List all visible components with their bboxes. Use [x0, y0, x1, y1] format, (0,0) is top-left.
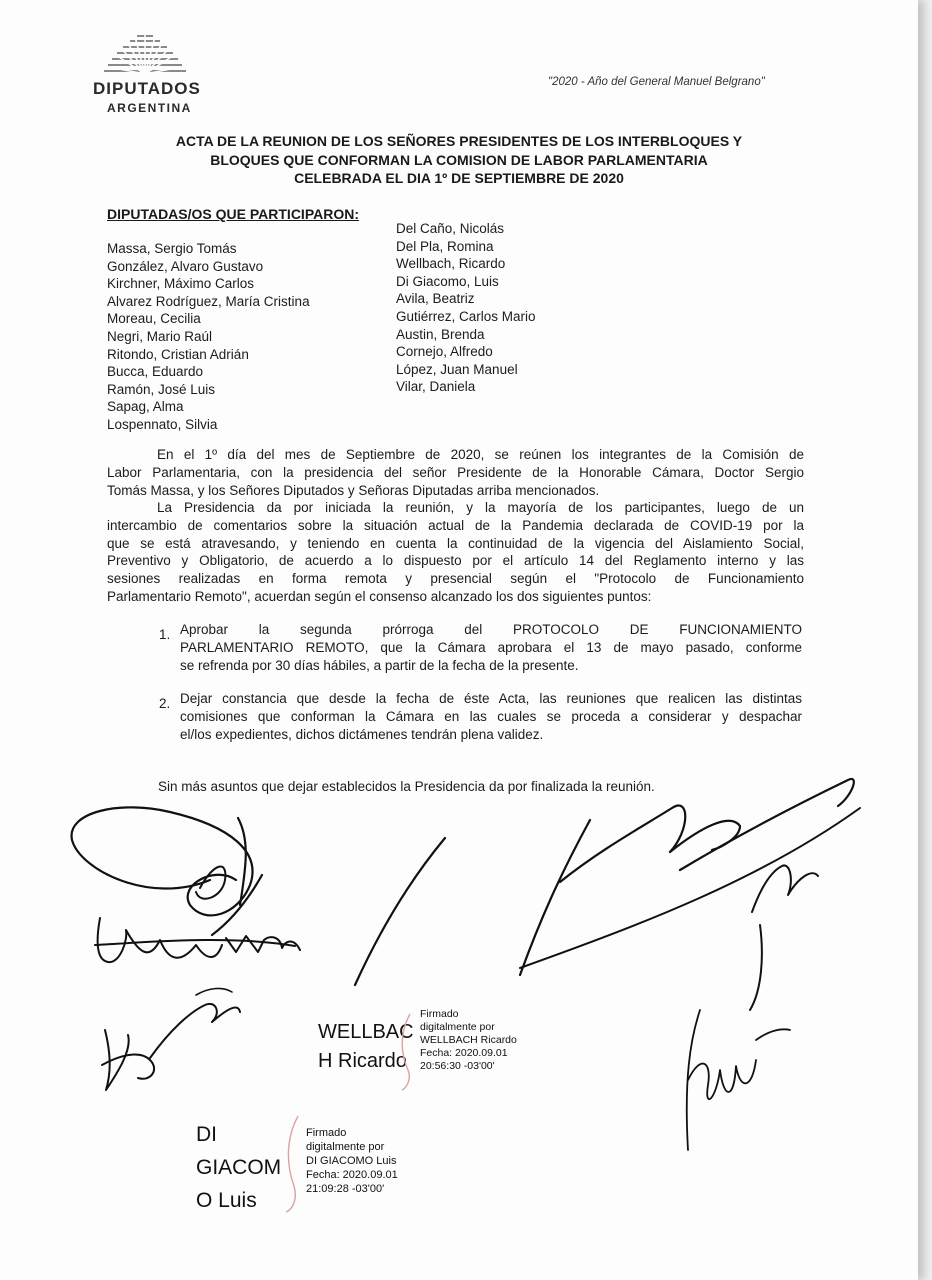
stamp-info-line: Firmado [420, 1008, 459, 1020]
title-line-2: BLOQUES QUE CONFORMAN LA COMISION DE LABOR PARLAMENTARIA [210, 152, 708, 168]
stamp-name-line: O Luis [196, 1189, 257, 1212]
signature-stroke [150, 1004, 240, 1058]
list-number: 1. [159, 627, 171, 642]
signature-stroke [95, 940, 295, 946]
stamp-info-line: DI GIACOMO Luis [306, 1155, 397, 1167]
participant-name: Bucca, Eduardo [107, 364, 204, 380]
participant-name: Del Caño, Nicolás [396, 221, 505, 236]
participant-name: Moreau, Cecilia [107, 311, 201, 327]
list-item-1 [180, 621, 802, 674]
signature-stroke [560, 806, 740, 882]
signature-stroke [750, 925, 762, 1010]
list-item-line: se refrenda por 30 días hábiles, a partir de la fecha de la presente. [180, 657, 579, 673]
stamp-info-line: Fecha: 2020.09.01 [306, 1169, 398, 1181]
stamp-info-line: digitalmente por [306, 1141, 385, 1153]
participant-name: Massa, Sergio Tomás [107, 241, 237, 256]
stamp-name-line: WELLBAC [318, 1021, 414, 1043]
signature-stroke [102, 1055, 154, 1079]
participant-name: Wellbach, Ricardo [396, 256, 506, 272]
participant-name: Di Giacomo, Luis [396, 273, 499, 289]
signature-stroke [212, 875, 262, 935]
participant-name: Kirchner, Máximo Carlos [107, 276, 255, 292]
title-line-3: CELEBRADA EL DIA 1º DE SEPTIEMBRE DE 2020 [294, 170, 624, 186]
paragraph-line: Preventivo y Obligatorio, de acuerdo a lo dispuesto por el artículo 14 del Reglamento interno y las [107, 553, 804, 569]
participant-name: González, Alvaro Gustavo [107, 258, 264, 274]
participant-name: López, Juan Manuel [396, 361, 518, 377]
signature-stroke [752, 865, 818, 912]
signature-stroke [756, 1029, 790, 1040]
signature-stroke [105, 1030, 129, 1090]
list-item-line: comisiones que conforman la Cámara en las cuales se proceda a considerar y despachar [180, 708, 802, 724]
signature-stroke [520, 820, 590, 975]
paragraph-line: sesiones realizadas en forma remota y presencial según el "Protocolo de Funcionamiento [107, 571, 804, 587]
paragraph-line: intercambio de comentarios sobre la situación actual de la Pandemia declarada de COVID-19 por la [107, 517, 804, 533]
stamp-info-line: 21:09:28 -03'00' [306, 1183, 385, 1195]
participant-name: Avila, Beatriz [396, 291, 475, 307]
list-item-2 [180, 690, 802, 743]
participant-name: Sapag, Alma [107, 399, 184, 415]
signature-stroke [520, 808, 860, 968]
motto: "2020 - Año del General Manuel Belgrano" [548, 76, 765, 88]
paragraph-line: Parlamentario Remoto", acuerdan según el consenso alcanzado los dos siguientes puntos: [107, 588, 652, 604]
paragraph-line: Labor Parlamentaria, con la presidencia del señor Presidente de la Honorable Cámara, Doctor Sergio [107, 464, 804, 480]
digital-signature-name-digiacomo [196, 1118, 281, 1217]
paragraph-opening [107, 446, 804, 499]
org-country: ARGENTINA [107, 101, 192, 115]
signature-stroke [687, 1010, 700, 1150]
participant-name: Ritondo, Cristian Adrián [107, 346, 249, 362]
signature-stroke [680, 779, 854, 870]
paragraph-line: que se está atravesando, y teniendo en cuenta la continuidad de la vigencia del Aislamiento Social, [107, 535, 804, 551]
digital-signature-info-digiacomo [306, 1126, 398, 1196]
paragraph-line: Tomás Massa, y los Señores Diputados y Señoras Diputadas arriba mencionados. [107, 482, 600, 498]
title-line-1: ACTA DE LA REUNION DE LOS SEÑORES PRESIDENTES DE LOS INTERBLOQUES Y [175, 133, 743, 149]
signature-stroke [196, 988, 232, 995]
participant-name: Del Pla, Romina [396, 238, 494, 254]
stamp-info-line: digitalmente por [420, 1021, 495, 1033]
list-item-line: el/los expedientes, dichos dictámenes tendrán plena validez. [180, 726, 544, 742]
participant-name: Ramón, José Luis [107, 381, 216, 397]
participant-name: Cornejo, Alfredo [396, 344, 493, 360]
stamp-info-line: 20:56:30 -03'00' [420, 1060, 495, 1072]
stamp-accent-icon [280, 1112, 306, 1216]
digital-signature-info-wellbach [420, 1008, 517, 1073]
stamp-info-line: Firmado [306, 1127, 347, 1139]
participant-name: Gutiérrez, Carlos Mario [396, 308, 536, 324]
list-number: 2. [159, 696, 171, 711]
participant-name: Alvarez Rodríguez, María Cristina [107, 293, 310, 309]
stamp-name-line: GIACOM [196, 1156, 282, 1179]
org-name: DIPUTADOS [93, 79, 201, 98]
participants-right-column [396, 220, 536, 396]
participants-left-column [107, 240, 310, 434]
signature-stroke [196, 867, 225, 899]
list-item-line: Aprobar la segunda prórroga del PROTOCOLO DE FUNCIONAMIENTO [180, 622, 802, 637]
closing-statement: Sin más asuntos que dejar establecidos la Presidencia da por finalizada la reunión. [158, 779, 655, 794]
participant-name: Vilar, Daniela [396, 379, 476, 395]
stamp-info-line: WELLBACH Ricardo [420, 1034, 517, 1046]
participants-heading: DIPUTADAS/OS QUE PARTICIPARON: [107, 206, 360, 222]
signature-stroke [355, 838, 445, 985]
signature-stroke [688, 1060, 756, 1099]
chamber-logo-icon [104, 30, 186, 78]
participant-name: Austin, Brenda [396, 326, 485, 342]
stamp-name-line: H Ricardo [318, 1050, 407, 1072]
signature-stroke [98, 918, 222, 962]
participant-name: Negri, Mario Raúl [107, 328, 213, 344]
stamp-info-line: Fecha: 2020.09.01 [420, 1047, 508, 1059]
paragraph-line: En el 1º día del mes de Septiembre de 2020, se reúnen los integrantes de la Comisión de [157, 447, 804, 462]
stamp-accent-icon [396, 1012, 418, 1092]
signature-stroke [226, 936, 300, 952]
stamp-name-line: DI [196, 1123, 217, 1146]
signature-stroke [72, 807, 253, 915]
list-item-line: PARLAMENTARIO REMOTO, que la Cámara aprobara el 13 de mayo pasado, conforme [180, 639, 802, 655]
list-item-line: Dejar constancia que desde la fecha de éste Acta, las reuniones que realicen las distintas [180, 691, 802, 706]
paragraph-line: La Presidencia da por iniciada la reunión, y la mayoría de los participantes, luego de un [157, 500, 804, 515]
paragraph-main [107, 499, 804, 606]
signature-stroke [238, 818, 246, 905]
participant-name: Lospennato, Silvia [107, 416, 218, 432]
